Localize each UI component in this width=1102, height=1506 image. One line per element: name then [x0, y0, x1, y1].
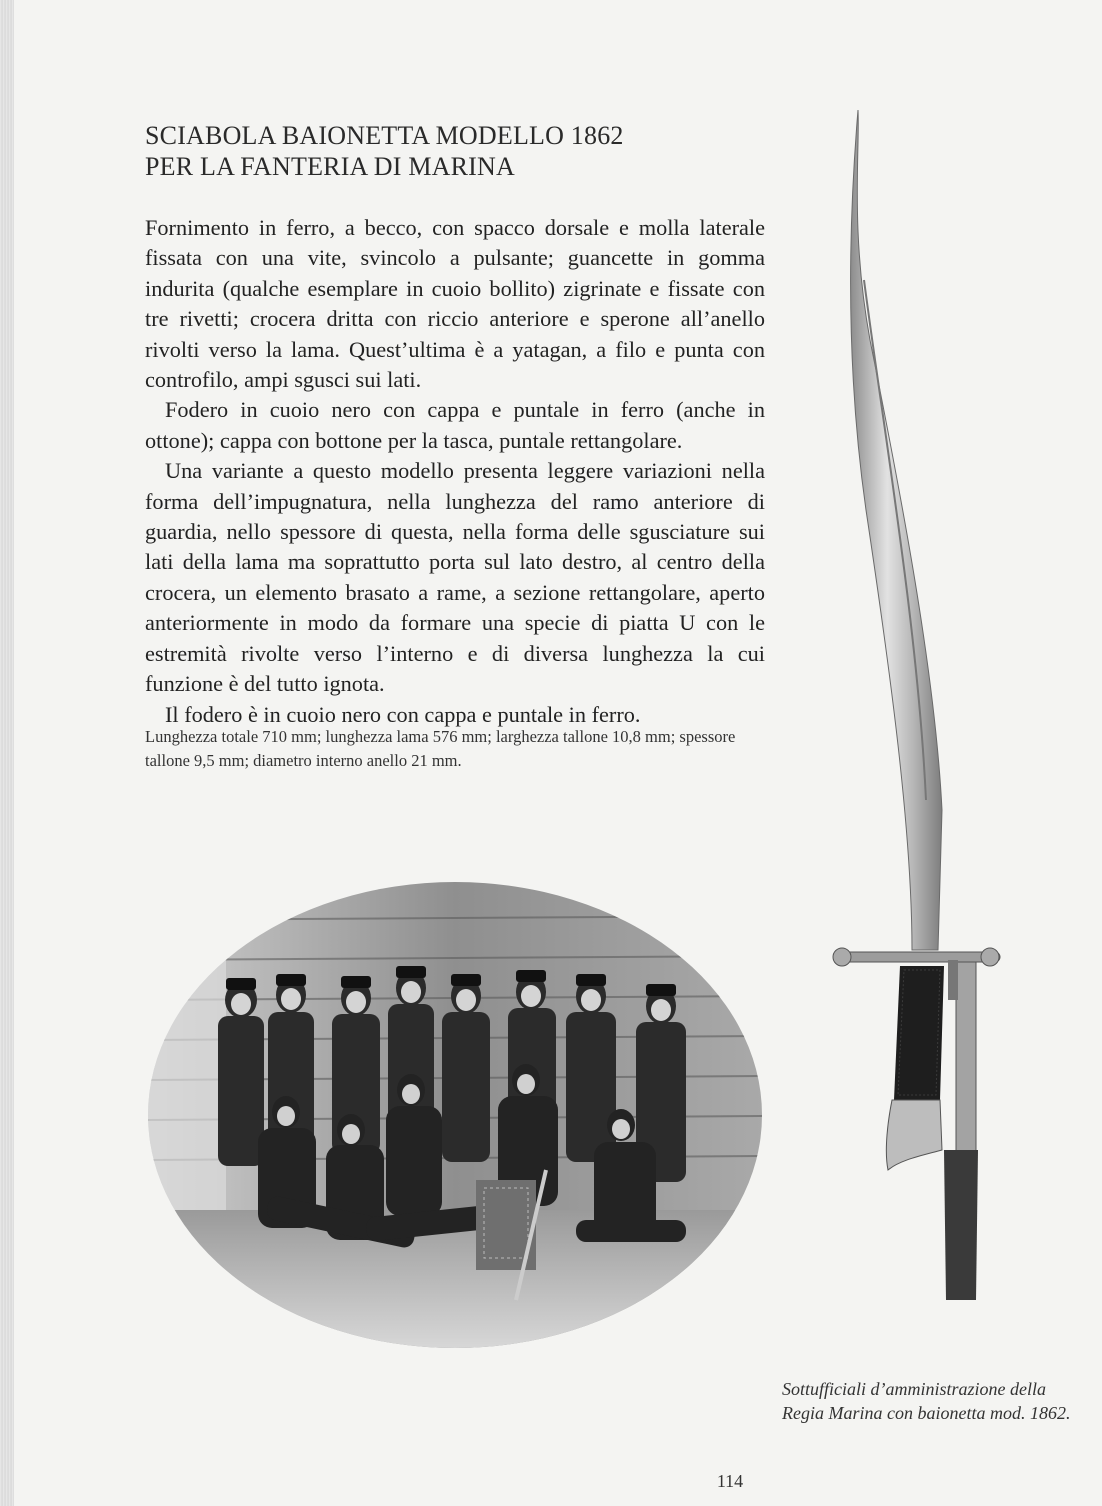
photo-caption: Sottufficiali d’amministrazione della Regia Marina con baionetta mod. 1862. — [782, 1379, 1071, 1423]
paragraph-2: Fodero in cuoio nero con cappa e puntale in ferro (anche in ottone); cappa con bottone per la tasca, puntale rettangolare. — [145, 397, 765, 453]
title-line-1: SCIABOLA BAIONETTA MODELLO 1862 — [145, 121, 624, 150]
title-line-2: PER LA FANTERIA DI MARINA — [145, 152, 515, 181]
sailors-group-photo-image — [146, 880, 764, 1350]
sword-bayonet-image — [830, 110, 1010, 1300]
book-binding-edge — [0, 0, 14, 1506]
paragraph-4: Il fodero è in cuoio nero con cappa e puntale in ferro. — [165, 701, 641, 727]
group-photo — [146, 880, 764, 1350]
bayonet-illustration — [830, 110, 1010, 1300]
paragraph-1: Fornimento in ferro, a becco, con spacco dorsale e molla laterale fissata con una vite, svincolo a pulsante; guancette in gomma indurita (qualche esemplare in cuoio bollito) zigrinate e fissate con tre rivetti; crocera dritta con riccio anteriore e sperone all’anello rivolti verso la lama. Quest’ultima è a yatagan, a filo e punta con controfilo, ampi sgusci sui lati. — [145, 215, 765, 393]
body-text — [145, 213, 765, 730]
paragraph-3: Una variante a questo modello presenta leggere variazioni nella forma dell’impugnatura, nella lunghezza del ramo anteriore di guardia, nello spessore di questa, nella forma delle sgusciature sui lati della lama ma soprattutto porta sul lato destro, al centro della crocera, un elemento brasato a rame, a sezione rettangolare, aperto anteriormente in modo da formare una specie di piatta U con le estremità rivolte verso l’interno e di diversa lunghezza la cui funzione è del tutto ignota. — [145, 458, 765, 697]
article-title — [145, 120, 705, 182]
dimensions-specs: Lunghezza totale 710 mm; lunghezza lama 576 mm; larghezza tallone 10,8 mm; spessore tallone 9,5 mm; diametro interno anello 21 mm. — [145, 727, 736, 770]
page-number: 114 — [716, 1471, 744, 1491]
